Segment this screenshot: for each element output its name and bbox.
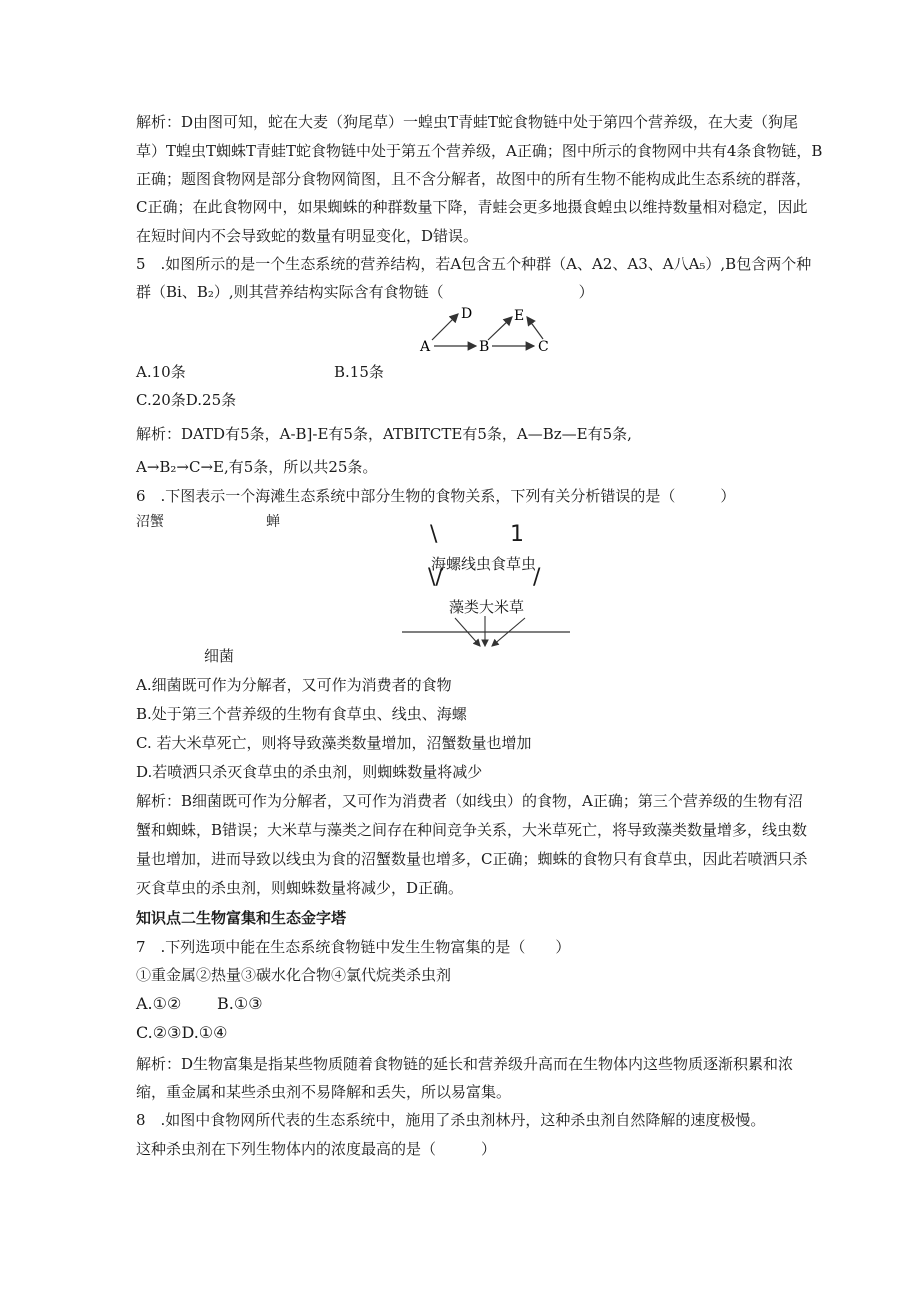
q6-low-row: 藻类大米草 — [449, 598, 525, 616]
section-title: 知识点二生物富集和生态金字塔 — [136, 909, 347, 927]
q6-analysis-line-1: 解析：B细菌既可作为分解者，又可作为消费者（如线虫）的食物，A正确；第三个营养级的生物有沼 — [136, 792, 803, 810]
q4-analysis-line-5: 在短时间内不会导致蛇的数量有明显变化，D错误。 — [136, 227, 479, 245]
q7-stem: 7 .下列选项中能在生态系统食物链中发生生物富集的是（ ） — [136, 938, 571, 956]
q6-label-crab: 沼蟹 — [136, 514, 164, 530]
q8-stem-line-1: 8 .如图中食物网所代表的生态系统中，施用了杀虫剂林丹，这种杀虫剂自然降解的速度极慢。 — [136, 1111, 766, 1129]
q4-analysis-line-3: 正确；题图食物网是部分食物网简图，且不含分解者，故图中的所有生物不能构成此生态系统的群落， — [136, 170, 812, 188]
q5-option-b: B.15条 — [334, 363, 384, 381]
q4-analysis-line-2: 草）T蝗虫T蜘蛛T青蛙T蛇食物链中处于第五个营养级，A正确；图中所示的食物网中共有4条食物链，B — [136, 142, 823, 160]
node-e: E — [514, 308, 525, 324]
q6-ground-arrows — [400, 612, 575, 652]
q7-option-cd: C.②③D.①④ — [136, 1023, 228, 1042]
arrow-a-d — [432, 314, 458, 340]
q6-mark-left: \/ — [428, 565, 443, 590]
q6-label-spider: 蝉 — [266, 514, 280, 530]
q5-option-cd: C.20条D.25条 — [136, 391, 237, 409]
q7-analysis-line-1: 解析：D生物富集是指某些物质随着食物链的延长和营养级升高而在生物体内这些物质逐渐积累和浓 — [136, 1055, 794, 1073]
q6-analysis-line-3: 量也增加，进而导致以线虫为食的沼蟹数量也增多，C正确；蜘蛛的食物只有食草虫，因此若喷洒只杀 — [136, 850, 808, 868]
q6-option-a: A.细菌既可作为分解者，又可作为消费者的食物 — [136, 676, 452, 694]
q6-mark-one: 1 — [510, 522, 524, 547]
q6-label-bacteria: 细菌 — [204, 647, 235, 665]
q5-analysis-line-2: A→B₂→C→E,有5条，所以共25条。 — [136, 458, 378, 476]
q7-option-b: B.①③ — [217, 994, 263, 1013]
q7-option-a: A.①② — [136, 994, 182, 1013]
q5-stem-line-2: 群（Bi、B₂）,则其营养结构实际含有食物链（ ） — [136, 283, 594, 301]
q5-option-a: A.10条 — [136, 363, 186, 381]
q7-analysis-line-2: 缩，重金属和某些杀虫剂不易降解和丢失，所以易富集。 — [136, 1083, 512, 1101]
q6-analysis-line-4: 灭食草虫的杀虫剂，则蜘蛛数量将减少，D正确。 — [136, 879, 464, 897]
q6-option-c: C. 若大米草死亡，则将导致藻类数量增加，沼蟹数量也增加 — [136, 734, 532, 752]
q5-analysis-line-1: 解析：DATD有5条，A-B]-E有5条，ATBITCTE有5条，A—Bz—E有5条, — [136, 425, 632, 443]
q6-analysis-line-2: 蟹和蜘蛛，B错误；大米草与藻类之间存在种间竞争关系，大米草死亡，将导致藻类数量增多，线虫数 — [136, 821, 808, 839]
q4-analysis-line-4: C正确；在此食物网中，如果蜘蛛的种群数量下降，青蛙会更多地摄食蝗虫以维持数量相对稳定，因此 — [136, 198, 808, 216]
q5-food-web-diagram — [410, 300, 560, 360]
node-a: A — [420, 339, 431, 355]
q6-stem: 6 .下图表示一个海滩生态系统中部分生物的食物关系，下列有关分析错误的是（ ） — [136, 487, 736, 505]
q6-mark-backslash: \ — [430, 522, 438, 547]
q7-items: ①重金属②热量③碳水化合物④氯代烷类杀虫剂 — [136, 966, 452, 984]
node-c: C — [538, 339, 549, 355]
q6-option-d: D.若喷洒只杀灭食草虫的杀虫剂，则蜘蛛数量将减少 — [136, 763, 483, 781]
node-d: D — [461, 306, 473, 322]
q6-option-b: B.处于第三个营养级的生物有食草虫、线虫、海螺 — [136, 705, 467, 723]
arrow-c-e — [527, 317, 543, 339]
q6-mid-row: 海螺线虫食草虫 — [431, 555, 537, 573]
arrow-b-e — [488, 317, 512, 340]
node-b: B — [479, 339, 490, 355]
q8-stem-line-2: 这种杀虫剂在下列生物体内的浓度最高的是（ ） — [136, 1140, 497, 1158]
q5-stem-line-1: 5 .如图所示的是一个生态系统的营养结构，若A包含五个种群（A、A2、A3、A八A₅）,B包含两个种 — [136, 255, 812, 273]
q6-mark-right: / — [533, 565, 541, 590]
q4-analysis-line-1: 解析：D由图可知，蛇在大麦（狗尾草）一蝗虫T青蛙T蛇食物链中处于第四个营养级，在大麦（狗尾 — [136, 113, 799, 131]
